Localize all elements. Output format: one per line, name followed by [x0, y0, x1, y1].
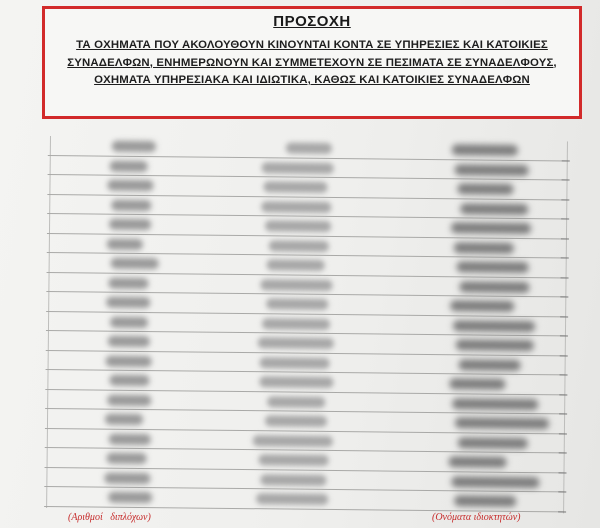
redacted-plate-number: [107, 394, 151, 405]
notice-body: ΤΑ ΟΧΗΜΑΤΑ ΠΟΥ ΑΚΟΛΟΥΘΟΥΝ ΚΙΝΟΥΝΤΑΙ ΚΟΝΤΑ ΣΕ ΥΠΗΡΕΣΙΕΣ ΚΑΙ ΚΑΤΟΙΚΙΕΣ ΣΥΝΑΔΕΛΦΩΝ, ΕΝΗΜΕΡΩΝΟΥΝ ΚΑΙ ΣΥΜΜΕΤΕΧΟΥΝ ΣΕ ΠΕΣΙΜΑΤΑ ΣΕ ΣΥΝΑΔΕΛΦΟΥΣ, ΟΧΗΜΑΤΑ ΥΠΗΡΕΣΙΑΚΑ ΚΑΙ ΙΔΙΩΤΙΚΑ, ΚΑΘΩΣ ΚΑΙ ΚΑΤΟΙΚΙΕΣ ΣΥΝΑΔΕΛΦΩΝ: [67, 39, 557, 86]
redacted-plate-number: [104, 472, 150, 483]
warning-notice-box: [42, 6, 582, 119]
redacted-vehicle-model: [269, 240, 329, 252]
table-row: [44, 487, 564, 512]
redacted-vehicle-model: [260, 474, 326, 486]
redacted-owner-name: [453, 320, 535, 332]
redacted-plate-number: [107, 453, 147, 464]
redacted-plate-number: [112, 141, 156, 152]
redacted-plate-number: [110, 160, 148, 171]
redacted-plate-number: [109, 219, 151, 230]
redacted-vehicle-model: [265, 220, 331, 232]
redacted-vehicle-model: [256, 493, 328, 505]
redacted-owner-name: [454, 495, 516, 507]
redacted-vehicle-model: [261, 201, 331, 213]
redacted-owner-name: [457, 261, 529, 273]
redacted-owner-name: [459, 281, 529, 293]
redacted-plate-number: [109, 433, 151, 444]
owners-column-caption: (Ονόματα ιδιοκτητών): [432, 512, 521, 523]
redacted-plate-number: [110, 316, 148, 327]
redacted-plate-number: [111, 199, 151, 210]
redacted-owner-name: [457, 183, 513, 195]
redacted-plate-number: [111, 258, 159, 270]
redacted-vehicle-model: [265, 415, 327, 427]
redacted-plate-number: [105, 414, 143, 425]
redacted-owner-name: [452, 398, 538, 410]
redacted-owner-name: [451, 476, 539, 488]
redacted-plate-number: [108, 336, 150, 347]
redacted-vehicle-model: [286, 142, 332, 153]
redacted-plate-number: [106, 355, 152, 366]
redacted-vehicle-model: [260, 279, 332, 291]
redacted-vehicle-model: [262, 162, 334, 174]
redacted-owner-name: [460, 203, 528, 215]
redacted-owner-name: [458, 437, 528, 449]
blurred-vehicle-table: [44, 136, 568, 513]
redacted-vehicle-model: [260, 357, 330, 369]
redacted-owner-name: [451, 222, 531, 234]
redacted-owner-name: [455, 164, 529, 176]
redacted-vehicle-model: [262, 318, 330, 330]
redacted-vehicle-model: [259, 454, 329, 466]
plates-column-caption: (Αριθμοί διπλόχων): [68, 512, 151, 523]
redacted-owner-name: [450, 300, 514, 312]
redacted-vehicle-model: [267, 259, 325, 271]
redacted-owner-name: [454, 242, 514, 254]
redacted-vehicle-model: [258, 337, 334, 349]
redacted-plate-number: [108, 492, 152, 503]
row-tick-mark: [558, 511, 566, 512]
redacted-vehicle-model: [266, 298, 328, 310]
redacted-plate-number: [106, 297, 150, 308]
redacted-owner-name: [456, 339, 534, 351]
redacted-vehicle-model: [253, 435, 333, 447]
notice-title: ΠΡΟΣΟΧΗ: [273, 13, 351, 30]
redacted-plate-number: [107, 238, 143, 249]
redacted-plate-number: [109, 375, 149, 386]
redacted-vehicle-model: [263, 181, 327, 193]
redacted-vehicle-model: [259, 376, 333, 388]
redacted-owner-name: [459, 359, 521, 371]
redacted-vehicle-model: [267, 396, 325, 408]
redacted-owner-name: [455, 417, 549, 429]
redacted-owner-name: [452, 144, 518, 156]
redacted-owner-name: [449, 378, 505, 390]
redacted-plate-number: [107, 180, 153, 191]
redacted-plate-number: [108, 277, 148, 288]
redacted-owner-name: [449, 456, 507, 468]
